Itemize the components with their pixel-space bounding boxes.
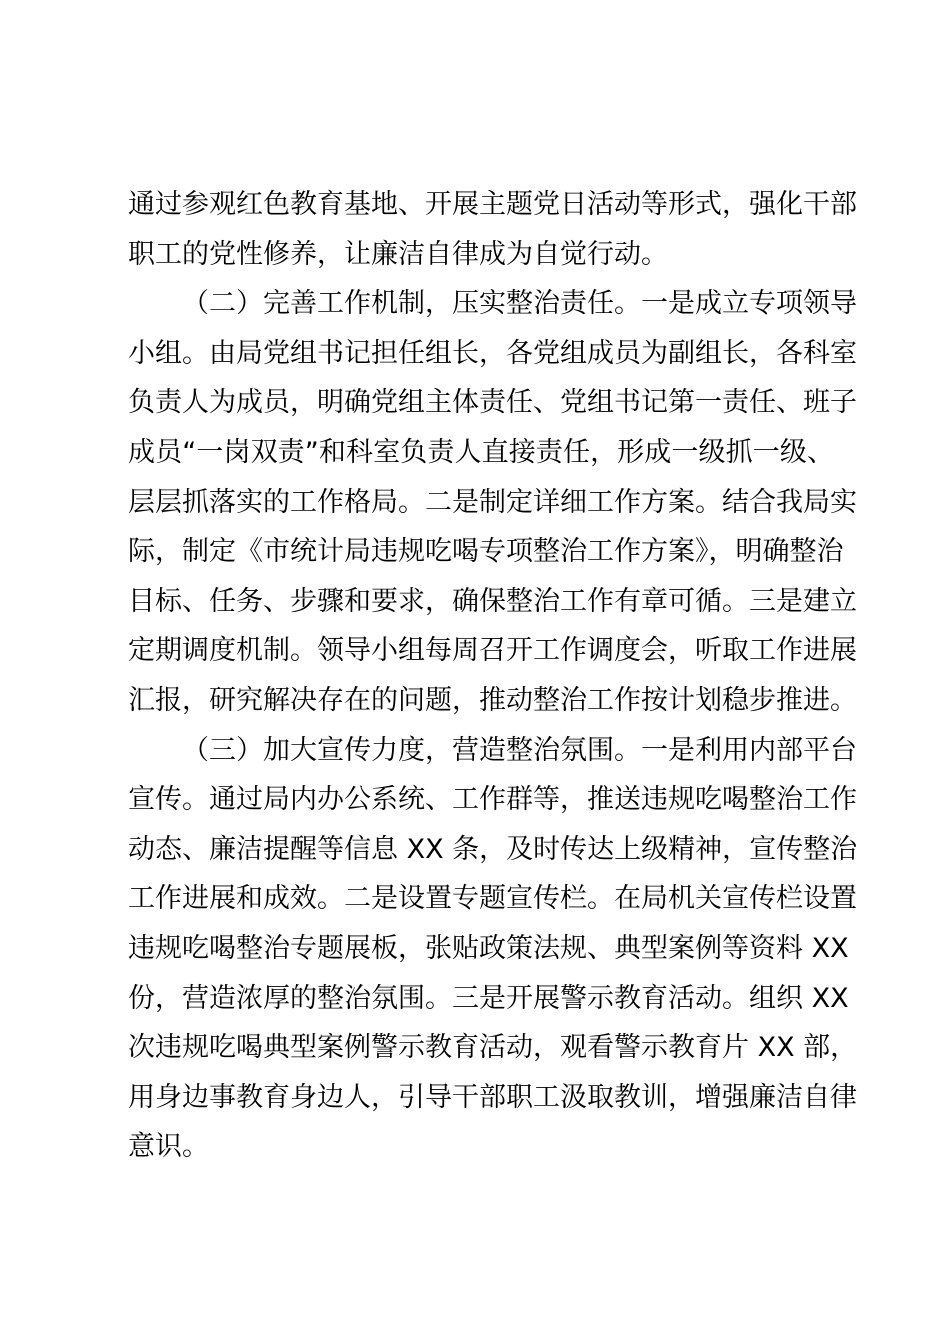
text-line: 份，营造浓厚的整治氛围。三是开展警示教育活动。组织 XX <box>128 982 849 1014</box>
text-line: 定期调度机制。领导小组每周召开工作调度会，听取工作进展 <box>128 635 857 667</box>
text-line: 意识。 <box>128 1131 209 1163</box>
text-line: 用身边事教育身边人，引导干部职工汲取教训，增强廉洁自律 <box>128 1081 857 1113</box>
section-heading-line: （二）完善工作机制，压实整治责任。一是成立专项领导 <box>182 288 857 320</box>
section-heading-line: （三）加大宣传力度，营造整治氛围。一是利用内部平台 <box>182 734 857 766</box>
text-line: 成员“一岗双责”和科室负责人直接责任，形成一级抓一级、 <box>128 436 834 468</box>
text-line: 小组。由局党组书记担任组长，各党组成员为副组长，各科室 <box>128 337 857 369</box>
text-line: 负责人为成员，明确党组主体责任、党组书记第一责任、班子 <box>128 387 857 419</box>
text-line: 目标、任务、步骤和要求，确保整治工作有章可循。三是建立 <box>128 585 857 617</box>
text-line: 职工的党性修养，让廉洁自律成为自觉行动。 <box>128 238 668 270</box>
text-line: 际，制定《市统计局违规吃喝专项整治工作方案》，明确整治 <box>128 536 844 568</box>
text-line: 汇报，研究解决存在的问题，推动整治工作按计划稳步推进。 <box>128 684 857 716</box>
text-line: 违规吃喝整治专题展板，张贴政策法规、典型案例等资料 XX <box>128 932 849 964</box>
text-line: 层层抓落实的工作格局。二是制定详细工作方案。结合我局实 <box>128 486 857 518</box>
text-line: 动态、廉洁提醒等信息 XX 条，及时传达上级精神，宣传整治 <box>128 833 858 865</box>
text-line: 工作进展和成效。二是设置专题宣传栏。在局机关宣传栏设置 <box>128 883 857 915</box>
body-text <box>128 180 858 1172</box>
text-line: 次违规吃喝典型案例警示教育活动，观看警示教育片 XX 部， <box>128 1032 858 1064</box>
text-line: 宣传。通过局内办公系统、工作群等，推送违规吃喝整治工作 <box>128 784 857 816</box>
text-line: 通过参观红色教育基地、开展主题党日活动等形式，强化干部 <box>128 189 857 220</box>
